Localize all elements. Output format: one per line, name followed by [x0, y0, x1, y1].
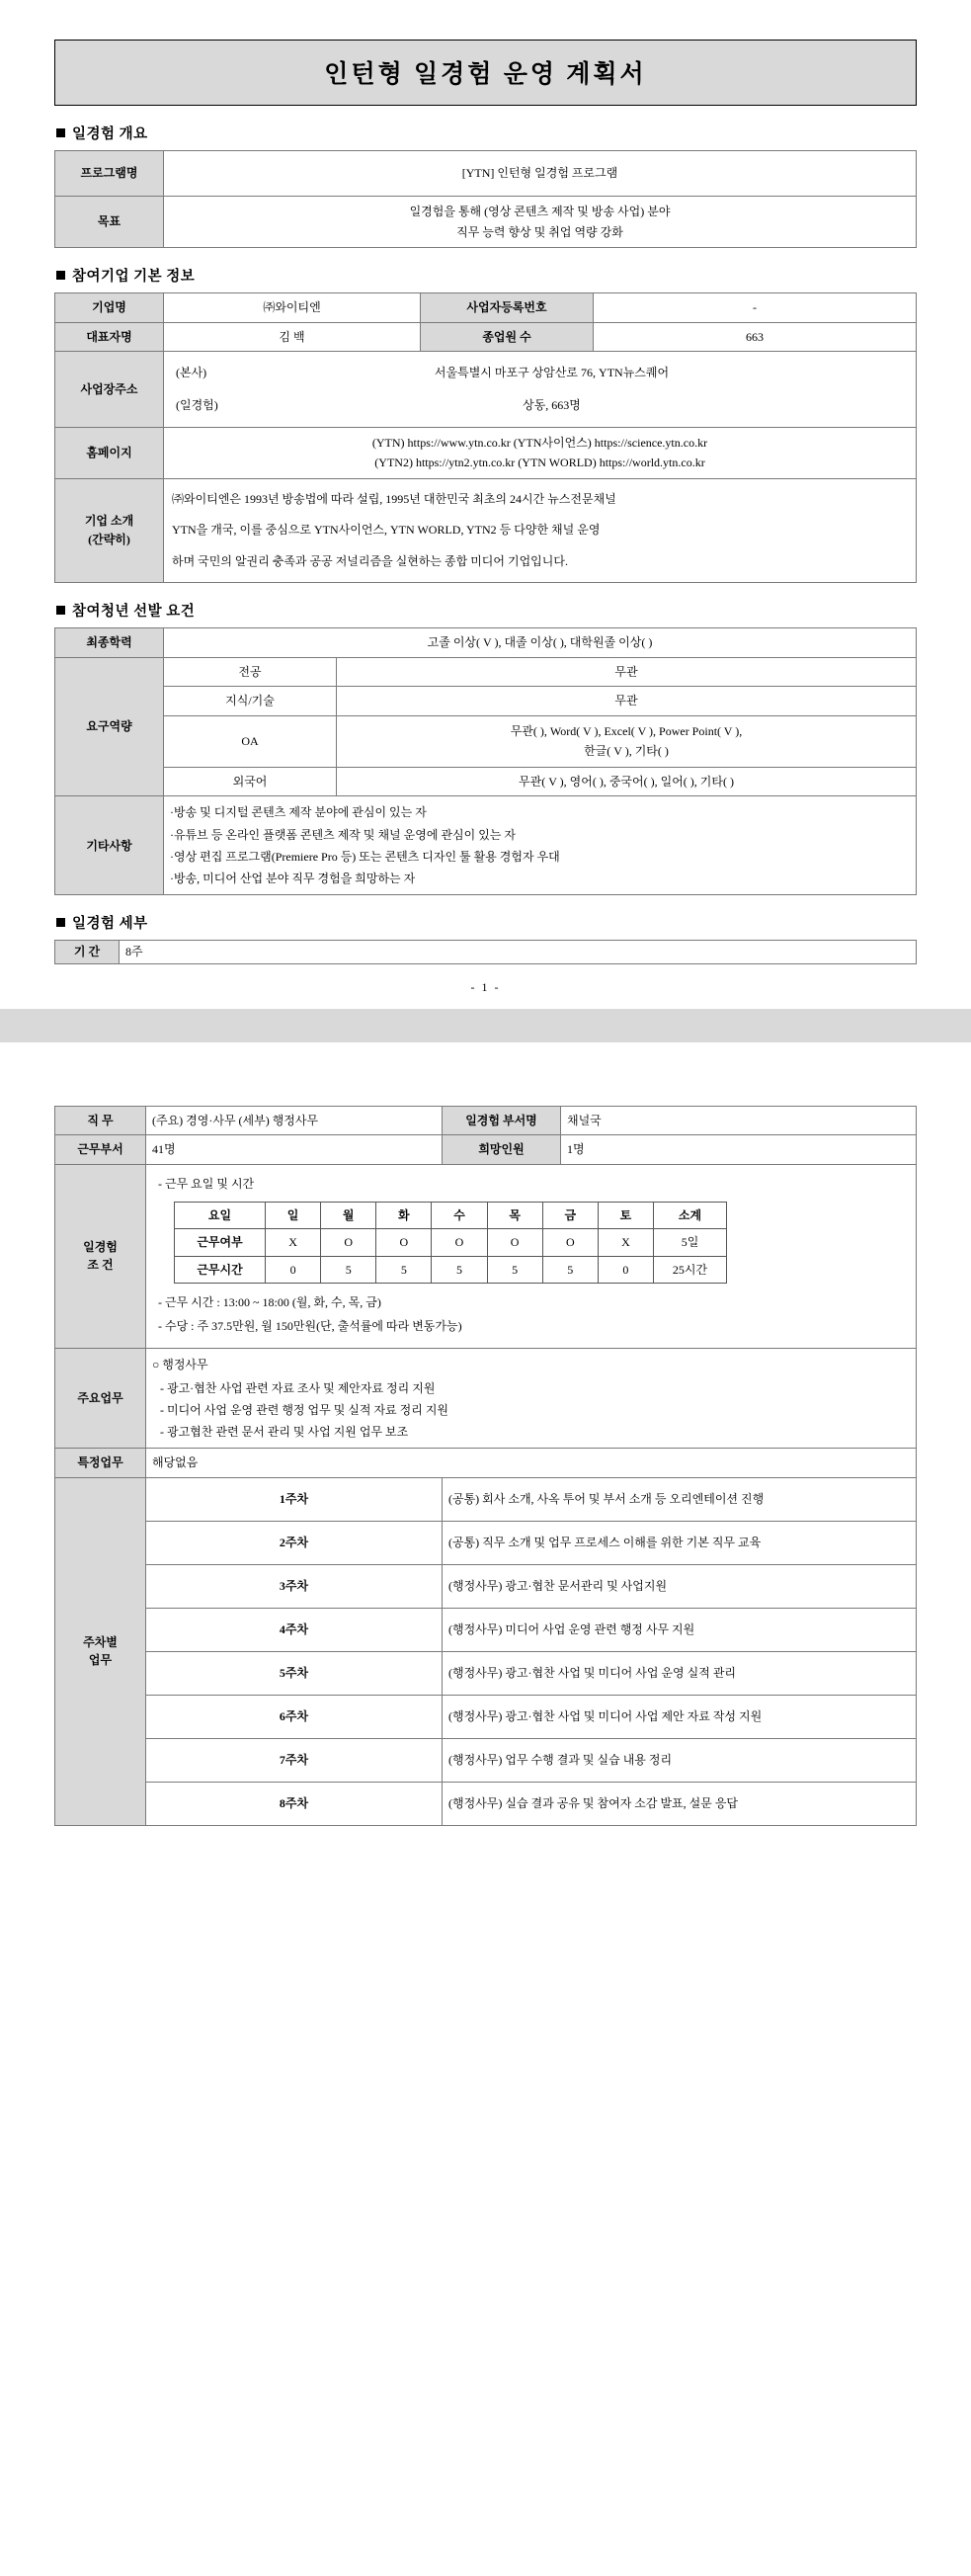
work-status-wed: O [432, 1229, 487, 1257]
oa-line-2: 한글( V ), 기타( ) [584, 744, 669, 759]
condition-label-line-1: 일경험 [83, 1239, 118, 1254]
list-item: - 광고협찬 관련 문서 관리 및 사업 지원 업무 보조 [160, 1425, 409, 1440]
work-hours-sun: 0 [266, 1256, 321, 1284]
main-task-value [146, 1348, 917, 1449]
address-value [164, 352, 917, 427]
work-status-mon: O [321, 1229, 376, 1257]
company-intro-label-line-2: (간략히) [88, 532, 130, 546]
business-number-label: 사업자등록번호 [421, 293, 594, 323]
work-hours-wed: 5 [432, 1256, 487, 1284]
oa-label: OA [164, 715, 337, 767]
table-row [55, 1449, 917, 1478]
work-hours-total: 25시간 [654, 1256, 727, 1284]
language-label: 외국어 [164, 767, 337, 796]
work-department-value: 41명 [146, 1135, 443, 1165]
week-description: (행정사무) 광고·협찬 문서관리 및 사업지원 [443, 1564, 917, 1608]
address-hq-label: (본사) [176, 366, 207, 380]
week-number: 4주차 [146, 1608, 443, 1651]
company-intro-label [55, 478, 164, 582]
special-task-label: 특정업무 [55, 1449, 146, 1478]
company-intro-value [164, 478, 917, 582]
work-status-tue: O [376, 1229, 432, 1257]
goal-label: 목표 [55, 197, 164, 248]
page-title: 인턴형 일경험 운영 계획서 [54, 40, 917, 106]
days-header-8: 소계 [654, 1202, 727, 1229]
address-site-line [170, 389, 910, 422]
company-intro-line-2: YTN을 개국, 이를 중심으로 YTN사이언스, YTN WORLD, YTN2 등 다양한 채널 운영 [172, 523, 601, 538]
period-value: 8주 [120, 941, 917, 964]
page-separator [0, 1009, 971, 1042]
major-value: 무관 [337, 657, 917, 687]
document-page-2 [0, 1042, 971, 1905]
special-task-value: 해당없음 [146, 1449, 917, 1478]
bullet-square-icon [56, 271, 65, 280]
table-row [55, 197, 917, 248]
address-hq-line [170, 357, 910, 389]
work-status-sat: X [598, 1229, 653, 1257]
weekly-task-label-line-1: 주차별 [83, 1634, 118, 1649]
week-number: 1주차 [146, 1477, 443, 1521]
program-name-value: [YTN] 인턴형 일경험 프로그램 [164, 151, 917, 197]
table-row [55, 1521, 917, 1564]
list-item: ·방송 및 디지털 콘텐츠 제작 분야에 관심이 있는 자 [170, 805, 427, 820]
days-header-1: 일 [266, 1202, 321, 1229]
week-description: (행정사무) 광고·협찬 사업 및 미디어 사업 제안 자료 작성 지원 [443, 1695, 917, 1738]
section-heading-overview [56, 123, 917, 143]
table-row [55, 941, 917, 964]
section-heading-detail-label: 일경험 세부 [72, 916, 148, 933]
work-hours-row-label: 근무시간 [175, 1256, 266, 1284]
table-row [175, 1229, 727, 1257]
condition-value [146, 1165, 917, 1349]
business-number-value: - [594, 293, 917, 323]
table-row [55, 322, 917, 352]
days-header-0: 요일 [175, 1202, 266, 1229]
table-row [55, 352, 917, 427]
section-heading-selection [56, 600, 917, 621]
table-row [55, 1651, 917, 1695]
bullet-square-icon [56, 606, 65, 615]
address-hq-value: 서울특별시 마포구 상암산로 76, YTN뉴스퀘어 [434, 366, 670, 380]
department-value: 채널국 [561, 1106, 917, 1135]
days-header-7: 토 [598, 1202, 653, 1229]
days-header-4: 수 [432, 1202, 487, 1229]
table-row [55, 796, 917, 895]
table-row [55, 1106, 917, 1135]
homepage-line-1: (YTN) https://www.ytn.co.kr (YTN사이언스) https://science.ytn.co.kr [371, 435, 708, 450]
section-heading-company [56, 265, 917, 286]
main-task-label: 주요업무 [55, 1348, 146, 1449]
section-heading-overview-label: 일경험 개요 [72, 126, 148, 142]
list-item: - 미디어 사업 운영 관련 행정 업무 및 실적 자료 정리 지원 [160, 1402, 449, 1417]
table-row [55, 627, 917, 657]
work-time-note: - 근무 시간 : 13:00 ~ 18:00 (월, 화, 수, 목, 금) [158, 1295, 381, 1310]
homepage-label: 홈페이지 [55, 427, 164, 478]
overview-table [54, 150, 917, 248]
table-row [55, 1348, 917, 1449]
week-number: 7주차 [146, 1738, 443, 1782]
address-label: 사업장주소 [55, 352, 164, 427]
section-heading-detail [56, 912, 917, 933]
list-item: ·유튜브 등 온라인 플랫폼 콘텐츠 제작 및 채널 운영에 관심이 있는 자 [170, 827, 516, 842]
company-name-label: 기업명 [55, 293, 164, 323]
week-description: (행정사무) 광고·협찬 사업 및 미디어 사업 운영 실적 관리 [443, 1651, 917, 1695]
work-hours-fri: 5 [542, 1256, 598, 1284]
goal-line-2: 직무 능력 향상 및 취업 역량 강화 [456, 224, 623, 239]
department-label: 일경험 부서명 [443, 1106, 561, 1135]
week-description: (행정사무) 업무 수행 결과 및 실습 내용 정리 [443, 1738, 917, 1782]
table-row [55, 767, 917, 796]
table-row [55, 1477, 917, 1521]
work-status-row-label: 근무여부 [175, 1229, 266, 1257]
week-description: (행정사무) 실습 결과 공유 및 참여자 소감 발표, 설문 응답 [443, 1782, 917, 1825]
address-site-value: 상동, 663명 [523, 397, 581, 412]
ceo-name-value: 김 백 [164, 322, 421, 352]
table-row [55, 427, 917, 478]
language-value: 무관( V ), 영어( ), 중국어( ), 일어( ), 기타( ) [337, 767, 917, 796]
section-heading-company-label: 참여기업 기본 정보 [72, 269, 196, 286]
week-number: 2주차 [146, 1521, 443, 1564]
list-item: ·방송, 미디어 산업 분야 직무 경험을 희망하는 자 [170, 872, 416, 886]
work-hours-sat: 0 [598, 1256, 653, 1284]
table-row [55, 478, 917, 582]
week-description: (공통) 직무 소개 및 업무 프로세스 이해를 위한 기본 직무 교육 [443, 1521, 917, 1564]
company-intro-line-1: ㈜와이티엔은 1993년 방송법에 따라 설립, 1995년 대한민국 최초의 24시간 뉴스전문채널 [172, 491, 616, 506]
list-item: ·영상 편집 프로그램(Premiere Pro 등) 또는 콘텐츠 디자인 툴 활용 경험자 우대 [170, 849, 560, 864]
skill-value: 무관 [337, 687, 917, 716]
table-row [175, 1202, 727, 1229]
homepage-line-2: (YTN2) https://ytn2.ytn.co.kr (YTN WORLD) https://world.ytn.co.kr [374, 456, 705, 470]
employee-count-value: 663 [594, 322, 917, 352]
company-intro-line-3: 하며 국민의 알권리 충족과 공공 저널리즘을 실현하는 종합 미디어 기업입니다. [172, 553, 568, 568]
days-header-2: 월 [321, 1202, 376, 1229]
work-detail-table [54, 1106, 917, 1826]
table-row [55, 1135, 917, 1165]
list-item: - 광고·협찬 사업 관련 자료 조사 및 제안자료 정리 지원 [160, 1380, 436, 1395]
table-row [55, 1608, 917, 1651]
section-heading-selection-label: 참여청년 선발 요건 [72, 603, 196, 620]
goal-value [164, 197, 917, 248]
work-days-table [174, 1202, 727, 1285]
condition-label [55, 1165, 146, 1349]
detail-table [54, 940, 917, 964]
etc-value [164, 796, 917, 895]
work-schedule-lead: - 근무 요일 및 시간 [158, 1177, 255, 1192]
work-status-fri: O [542, 1229, 598, 1257]
table-row [55, 687, 917, 716]
work-status-thu: O [487, 1229, 542, 1257]
week-description: (행정사무) 미디어 사업 운영 관련 행정 사무 지원 [443, 1608, 917, 1651]
table-row [55, 1564, 917, 1608]
headcount-value: 1명 [561, 1135, 917, 1165]
main-task-title: ○ 행정사무 [152, 1357, 208, 1371]
week-number: 3주차 [146, 1564, 443, 1608]
work-status-sun: X [266, 1229, 321, 1257]
week-description: (공통) 회사 소개, 사옥 투어 및 부서 소개 등 오리엔테이션 진행 [443, 1477, 917, 1521]
table-row [55, 1695, 917, 1738]
days-header-3: 화 [376, 1202, 432, 1229]
week-number: 5주차 [146, 1651, 443, 1695]
bullet-square-icon [56, 918, 65, 927]
competency-label: 요구역량 [55, 657, 164, 796]
weekly-task-label-line-2: 업무 [88, 1653, 113, 1668]
company-table [54, 292, 917, 583]
page-number: - 1 - [470, 979, 501, 994]
headcount-label: 희망인원 [443, 1135, 561, 1165]
education-label: 최종학력 [55, 627, 164, 657]
allowance-note: - 수당 : 주 37.5만원, 월 150만원(단, 출석률에 따라 변동가능) [158, 1318, 462, 1333]
oa-line-1: 무관( ), Word( V ), Excel( V ), Power Point( V ), [510, 723, 743, 738]
work-department-label: 근무부서 [55, 1135, 146, 1165]
major-label: 전공 [164, 657, 337, 687]
etc-label: 기타사항 [55, 796, 164, 895]
document-page-1 [0, 0, 971, 1009]
selection-table [54, 627, 917, 895]
work-hours-thu: 5 [487, 1256, 542, 1284]
days-header-5: 목 [487, 1202, 542, 1229]
goal-line-1: 일경험을 통해 (영상 콘텐츠 제작 및 방송 사업) 분야 [409, 205, 671, 218]
company-name-value: ㈜와이티엔 [164, 293, 421, 323]
homepage-value [164, 427, 917, 478]
work-hours-mon: 5 [321, 1256, 376, 1284]
address-site-label: (일경험) [176, 397, 218, 412]
education-value: 고졸 이상( V ), 대졸 이상( ), 대학원졸 이상( ) [164, 627, 917, 657]
condition-label-line-2: 조 건 [87, 1258, 114, 1273]
table-row [55, 1738, 917, 1782]
work-status-total: 5일 [654, 1229, 727, 1257]
job-value: (주요) 경영·사무 (세부) 행정사무 [146, 1106, 443, 1135]
week-number: 6주차 [146, 1695, 443, 1738]
days-header-6: 금 [542, 1202, 598, 1229]
table-row [55, 293, 917, 323]
table-row [55, 657, 917, 687]
table-row [55, 1782, 917, 1825]
table-row [175, 1256, 727, 1284]
company-intro-label-line-1: 기업 소개 [84, 514, 134, 529]
bullet-square-icon [56, 128, 65, 137]
program-name-label: 프로그램명 [55, 151, 164, 197]
oa-value [337, 715, 917, 767]
job-label: 직 무 [55, 1106, 146, 1135]
table-row [55, 1165, 917, 1349]
employee-count-label: 종업원 수 [421, 322, 594, 352]
ceo-name-label: 대표자명 [55, 322, 164, 352]
skill-label: 지식/기술 [164, 687, 337, 716]
table-row [55, 151, 917, 197]
table-row [55, 715, 917, 767]
week-number: 8주차 [146, 1782, 443, 1825]
weekly-task-label [55, 1477, 146, 1825]
period-label: 기 간 [55, 941, 120, 964]
work-hours-tue: 5 [376, 1256, 432, 1284]
